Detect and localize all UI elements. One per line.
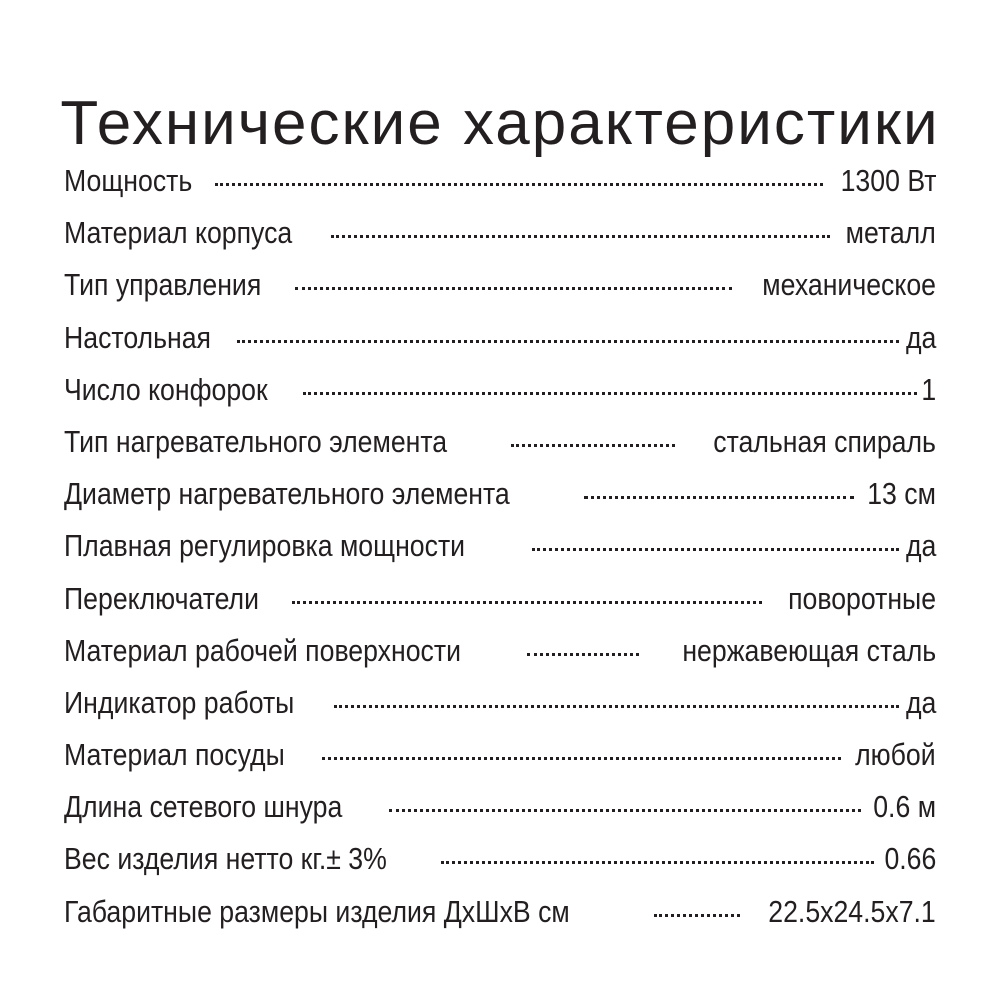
dot-leader — [389, 809, 861, 812]
spec-row-power-indicator — [64, 677, 936, 729]
dot-leader — [527, 653, 639, 656]
spec-label: Индикатор работы — [64, 684, 295, 720]
dot-leader — [237, 340, 899, 343]
spec-list — [64, 155, 936, 938]
spec-label: Материал рабочей поверхности — [64, 632, 461, 668]
spec-label: Диаметр нагревательного элемента — [64, 476, 510, 512]
spec-label: Длина сетевого шнура — [64, 789, 343, 825]
spec-row-cord-length — [64, 781, 936, 833]
dot-leader — [532, 548, 899, 551]
dot-leader — [303, 392, 918, 395]
spec-value: 1300 Вт — [840, 163, 936, 198]
spec-value: 0.6 м — [873, 789, 936, 825]
dot-leader — [654, 914, 740, 917]
spec-label: Переключатели — [64, 580, 260, 616]
spec-value: любой — [855, 737, 936, 773]
spec-row-cookware-material — [64, 729, 936, 781]
spec-value: стальная спираль — [713, 423, 936, 459]
spec-row-switches — [64, 573, 936, 625]
spec-label: Мощность — [64, 163, 193, 198]
spec-value: металл — [845, 215, 936, 251]
dot-leader — [334, 705, 899, 708]
dot-leader — [584, 496, 854, 499]
spec-value: нержавеющая сталь — [682, 632, 936, 668]
spec-value: да — [905, 528, 936, 564]
spec-label: Настольная — [64, 319, 212, 355]
spec-row-heating-element-type — [64, 416, 936, 468]
dot-leader — [511, 444, 675, 447]
spec-label: Материал посуды — [64, 737, 285, 773]
spec-row-dimensions — [64, 886, 936, 938]
spec-label: Габаритные размеры изделия ДхШхВ см — [64, 893, 570, 929]
spec-row-smooth-power-control — [64, 520, 936, 572]
dot-leader — [441, 861, 874, 864]
spec-value: 0.66 — [884, 841, 936, 877]
dot-leader — [292, 601, 762, 604]
spec-value: да — [905, 319, 936, 355]
spec-label: Плавная регулировка мощности — [64, 528, 466, 564]
spec-row-body-material — [64, 207, 936, 259]
page-title: Технические характеристики — [60, 88, 940, 158]
spec-label: Вес изделия нетто кг.± 3% — [64, 841, 387, 877]
dot-leader — [331, 235, 829, 238]
spec-label: Материал корпуса — [64, 215, 293, 251]
spec-row-power — [64, 155, 936, 207]
spec-value: механическое — [762, 267, 936, 303]
spec-label: Тип нагревательного элемента — [64, 423, 448, 459]
spec-value: 1 — [921, 371, 936, 407]
spec-row-tabletop — [64, 312, 936, 364]
dot-leader — [295, 287, 732, 290]
spec-row-heating-element-diameter — [64, 468, 936, 520]
dot-leader — [215, 183, 823, 186]
spec-row-control-type — [64, 259, 936, 311]
spec-row-burner-count — [64, 364, 936, 416]
spec-value: поворотные — [788, 580, 936, 616]
spec-value: 13 см — [867, 476, 936, 512]
spec-row-surface-material — [64, 625, 936, 677]
spec-label: Тип управления — [64, 267, 262, 303]
spec-row-net-weight — [64, 833, 936, 885]
spec-label: Число конфорок — [64, 371, 268, 407]
dot-leader — [322, 757, 840, 760]
spec-value: 22.5x24.5x7.1 — [768, 893, 936, 929]
spec-value: да — [905, 684, 936, 720]
